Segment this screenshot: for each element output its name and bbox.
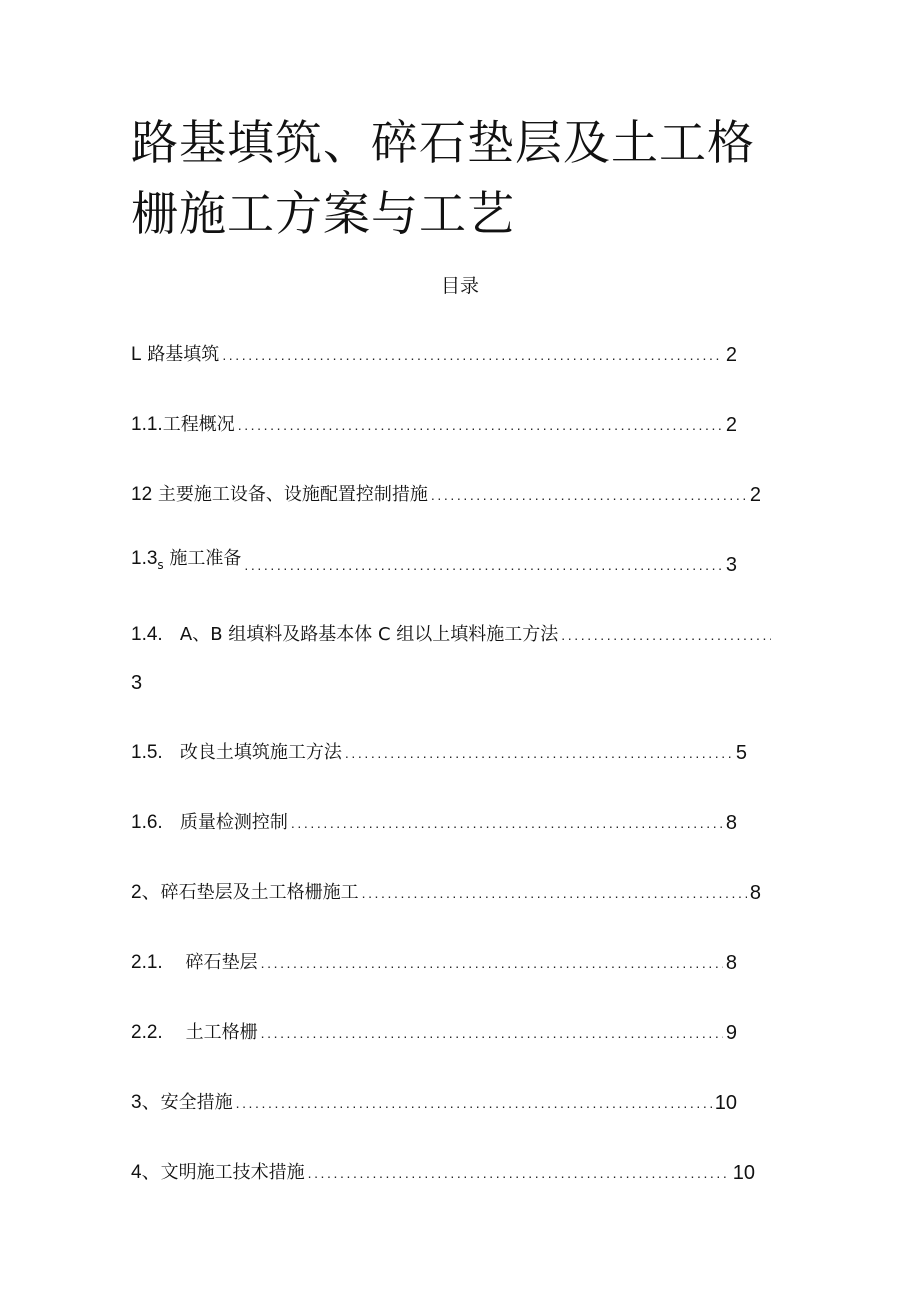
toc-entry-2-1[interactable] <box>131 949 737 977</box>
toc-entry-number: 2、 <box>131 882 161 903</box>
toc-entry-label: A、B 组填料及路基本体 C 组以上填料施工方法 <box>179 624 559 645</box>
toc-entry-number: 1.4. <box>131 624 163 645</box>
toc-entry-page: 10 <box>714 1092 737 1114</box>
toc-entry-label: 主要施工设备、设施配置控制措施 <box>157 484 428 505</box>
toc-leader-dots <box>222 341 723 369</box>
toc-heading: 目录 <box>440 275 479 297</box>
toc-leader-dots <box>261 949 723 977</box>
toc-entry-number: 1.5. <box>131 742 163 763</box>
toc-entry-page: 3 <box>725 554 737 576</box>
toc-entry-number-subscript: s <box>157 558 164 572</box>
toc-entry-label: 工程概况 <box>162 414 235 435</box>
toc-entry-label: 文明施工技术措施 <box>160 1162 305 1183</box>
toc-entry-label: 碎石垫层及土工格栅施工 <box>160 882 359 903</box>
toc-entry-1-6[interactable] <box>131 809 737 837</box>
toc-entry-label: 施工准备 <box>169 548 242 569</box>
toc-leader-dots <box>291 809 723 837</box>
toc-entry-page: 5 <box>735 742 747 764</box>
toc-entry-3[interactable] <box>131 1089 737 1117</box>
toc-entry-page: 8 <box>749 882 761 904</box>
toc-entry-1-5[interactable] <box>131 739 747 767</box>
toc-entry-number: 3、 <box>131 1092 161 1113</box>
toc-entry-label: 改良土填筑施工方法 <box>179 742 342 763</box>
toc-entry-label: 碎石垫层 <box>185 952 258 973</box>
toc-entry-number: 2.1. <box>131 952 163 973</box>
toc-entry-page: 9 <box>725 1022 737 1044</box>
toc-leader-dots <box>308 1159 730 1187</box>
toc-leader-dots <box>345 739 733 767</box>
toc-entry-page: 2 <box>725 344 737 366</box>
toc-entry-label: 土工格栅 <box>185 1022 258 1043</box>
toc-entry-number: 4、 <box>131 1162 161 1183</box>
toc-leader-dots <box>561 621 771 649</box>
toc-entry-page: 8 <box>725 812 737 834</box>
toc-leader-dots <box>244 551 722 579</box>
toc-leader-dots <box>238 411 723 439</box>
toc-entry-label: 路基填筑 <box>147 344 220 365</box>
toc-entry-1-4[interactable] <box>131 621 771 649</box>
toc-leader-dots <box>431 481 747 509</box>
toc-entry-number: L <box>131 344 142 365</box>
toc-entry-number: 12 <box>131 484 153 505</box>
toc-entry-label: 质量检测控制 <box>179 812 288 833</box>
toc-entry-1-1[interactable] <box>131 411 737 439</box>
toc-leader-dots <box>236 1089 712 1117</box>
toc-entry-page: 8 <box>725 952 737 974</box>
toc-entry-number: 1.1. <box>131 414 163 435</box>
toc-entry-number: 2.2. <box>131 1022 163 1043</box>
toc-entry-4[interactable] <box>131 1159 755 1187</box>
toc-entry-1[interactable] <box>131 341 737 369</box>
toc-leader-dots <box>362 879 747 907</box>
toc-leader-dots <box>261 1019 723 1047</box>
toc-entry-label: 安全措施 <box>160 1092 233 1113</box>
toc-entry-2-2[interactable] <box>131 1019 737 1047</box>
document-title: 路基填筑、碎石垫层及土工格栅施工方案与工艺 <box>131 116 755 242</box>
toc-entry-1-3[interactable] <box>131 548 737 579</box>
toc-entry-number: 1.3 <box>131 548 158 569</box>
toc-entry-page: 10 <box>732 1162 755 1184</box>
toc-entry-number: 1.6. <box>131 812 163 833</box>
toc-entry-1-2[interactable] <box>131 481 761 509</box>
toc-entry-page: 3 <box>131 672 143 694</box>
toc-entry-page: 2 <box>749 484 761 506</box>
toc-entry-2[interactable] <box>131 879 761 907</box>
toc-entry-page: 2 <box>725 414 737 436</box>
